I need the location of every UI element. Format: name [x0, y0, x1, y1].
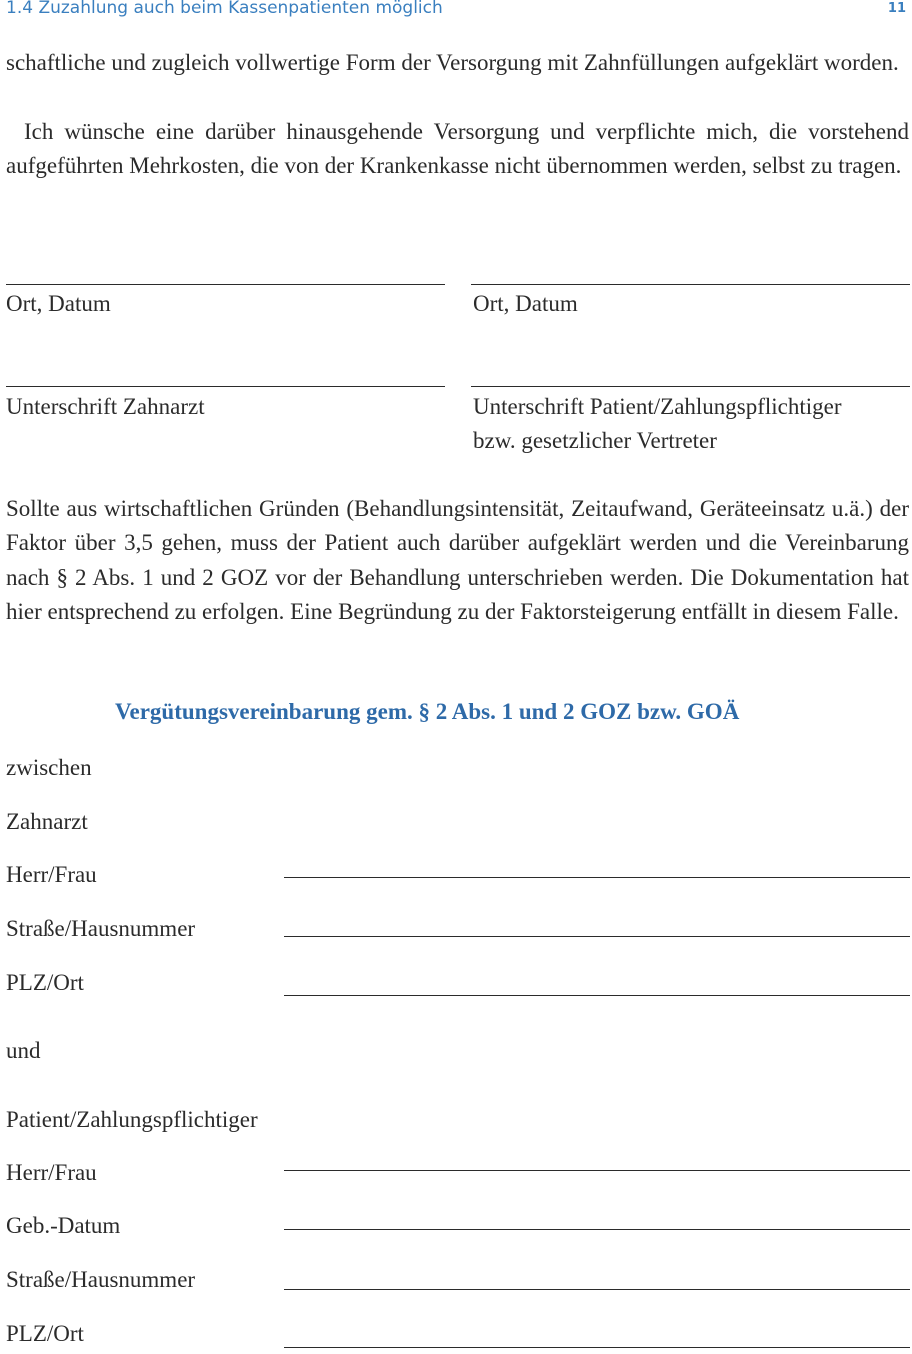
patient-signature-label: Unterschrift Patient/Zahlungspflichtiger	[473, 394, 842, 419]
explanation-paragraph: Sollte aus wirtschaftlichen Gründen (Behandlungsintensität, Zeitaufwand, Geräteeinsatz u.ä.) der Faktor über 3,5 gehen, muss der Patient auch darüber aufgeklärt werden und die Vereinbarung nach § 2 Abs. 1 und 2 GOZ vor der Behandlung unterschrieben werden. Die Dokumentation hat hier entsprechend zu erfolgen. Eine Begründung zu der Faktorsteigerung entfällt in diesem Falle.	[6, 496, 909, 624]
right-place-date-line	[471, 284, 910, 285]
chapter-header: 1.4 Zuzahlung auch beim Kassenpatienten möglich	[6, 0, 443, 18]
dentist-name-field[interactable]	[284, 877, 910, 878]
page-number: 11	[887, 1, 906, 16]
patient-name-label: Herr/Frau	[6, 1160, 97, 1185]
between-label: zwischen	[6, 755, 92, 780]
patient-name-field[interactable]	[284, 1170, 910, 1171]
dentist-city-field[interactable]	[284, 995, 910, 996]
dentist-name-label: Herr/Frau	[6, 862, 97, 887]
dentist-signature-label: Unterschrift Zahnarzt	[6, 394, 205, 419]
dentist-street-label: Straße/Hausnummer	[6, 916, 196, 941]
left-place-date-label: Ort, Datum	[6, 291, 111, 316]
dentist-city-label: PLZ/Ort	[6, 970, 84, 995]
patient-signature-line	[471, 386, 910, 387]
patient-heading: Patient/Zahlungspflichtiger	[6, 1107, 258, 1132]
and-label: und	[6, 1038, 41, 1063]
patient-birthdate-field[interactable]	[284, 1229, 910, 1230]
intro-paragraph-2: Ich wünsche eine darüber hinausgehende Versorgung und verpflichte mich, die vorstehend aufgeführten Mehrkosten, die von der Krankenkasse nicht übernommen werden, selbst zu tragen.	[6, 119, 909, 179]
patient-street-field[interactable]	[284, 1289, 910, 1290]
agreement-title: Vergütungsvereinbarung gem. § 2 Abs. 1 und 2 GOZ bzw. GOÄ	[115, 699, 740, 724]
patient-street-label: Straße/Hausnummer	[6, 1267, 196, 1292]
dentist-street-field[interactable]	[284, 936, 910, 937]
right-place-date-label: Ort, Datum	[473, 291, 578, 316]
patient-birthdate-label: Geb.-Datum	[6, 1213, 121, 1238]
left-place-date-line	[6, 284, 445, 285]
dentist-signature-line	[6, 386, 445, 387]
patient-city-label: PLZ/Ort	[6, 1321, 84, 1346]
intro-paragraph-1: schaftliche und zugleich vollwertige Form der Versorgung mit Zahnfüllungen aufgeklärt worden.	[6, 50, 899, 75]
patient-city-field[interactable]	[284, 1347, 910, 1348]
representative-label: bzw. gesetzlicher Vertreter	[473, 428, 717, 453]
dentist-heading: Zahnarzt	[6, 809, 88, 834]
